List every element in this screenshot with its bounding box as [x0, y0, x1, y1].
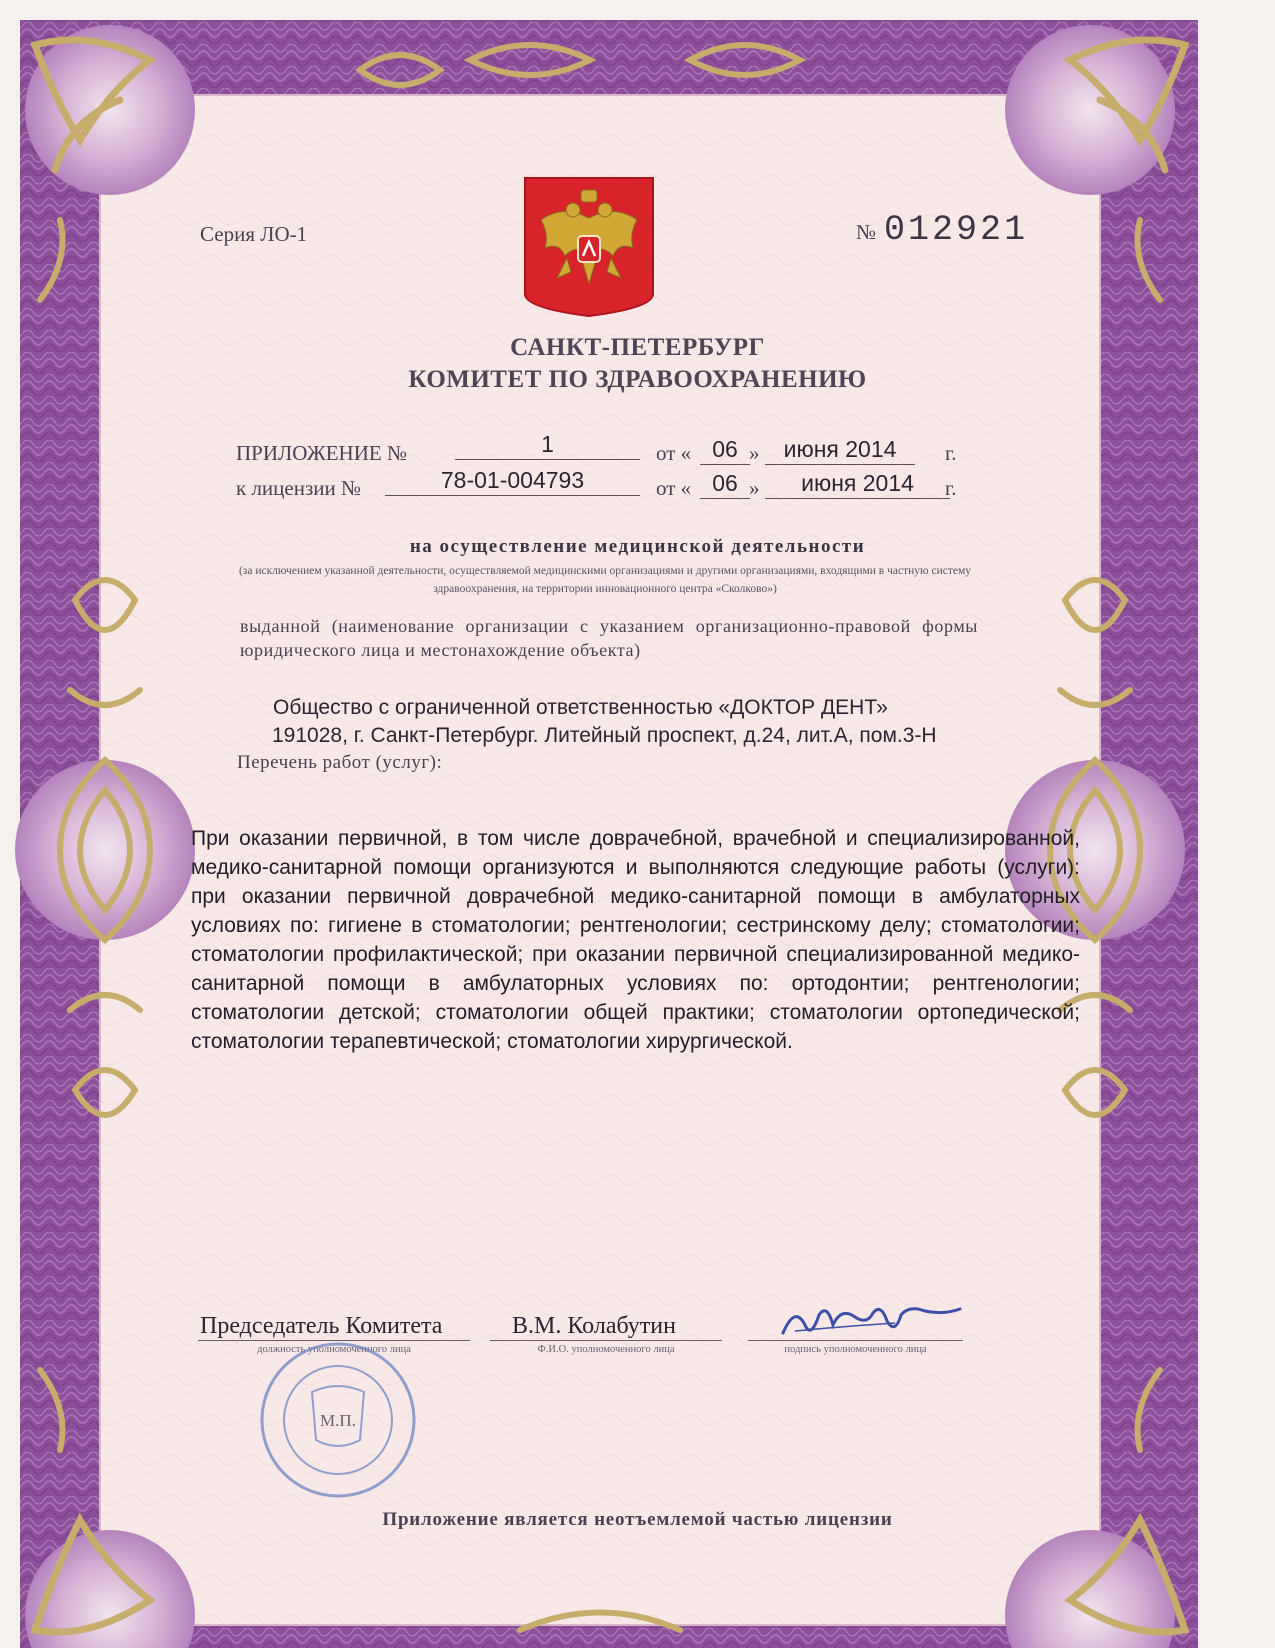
title-committee: КОМИТЕТ ПО ЗДРАВООХРАНЕНИЮ [408, 366, 867, 393]
signatory-name: В.М. Колабутин [512, 1313, 676, 1339]
purpose-note: (за исключением указанной деятельности, осуществляемой медицинскими организациями и другими организациями, входящими в частную систему здравоохранения, на территории инновационного центра «Сколково») [238, 565, 972, 595]
organization-address: 191028, г. Санкт-Петербург. Литейный проспект, д.24, лит.А, пом.3-Н [272, 724, 937, 747]
name-caption: Ф.И.О. уполномоченного лица [537, 1344, 675, 1355]
purpose-title: на осуществление медицинской деятельности [409, 536, 866, 557]
title-city: САНКТ-ПЕТЕРБУРГ [510, 334, 765, 361]
official-seal [228, 1340, 463, 1500]
number-value: 012921 [884, 210, 1029, 250]
signature-caption: подпись уполномоченного лица [784, 1344, 927, 1355]
appendix-label: ПРИЛОЖЕНИЕ № [236, 441, 407, 465]
footer-note: Приложение является неотъемлемой частью лицензии [382, 1509, 893, 1530]
appendix-year-suffix: г. [945, 441, 957, 465]
russian-coat-of-arms-icon [523, 176, 655, 318]
license-day-suffix: » [749, 476, 760, 500]
stamp-mp-text: М.П. [320, 1411, 356, 1430]
license-year-suffix: г. [945, 476, 957, 500]
appendix-day: 06 [700, 434, 750, 465]
appendix-date-prefix: от « [656, 441, 692, 465]
handwritten-signature [775, 1295, 965, 1345]
license-label: к лицензии № [236, 476, 362, 500]
name-underline [490, 1340, 722, 1341]
services-text: При оказании первичной, в том числе доврачебной, врачебной и специализированной, медико-санитарной помощи организуются и выполняются следующие работы (услуги): при оказании первичной доврачебной медико-санитарной помощи в амбулаторных условиях по: гигиене в стоматологии; рентгенологии; сестринскому делу; стоматологии; стоматологии профилактической; при оказании первичной специализированной медико-санитарной помощи в амбулаторных условиях по: ортодонтии; рентгенологии; стоматологии детской; стоматологии общей практики; стоматологии ортопедической; стоматологии терапевтической; стоматологии хирургической. [191, 827, 1080, 1053]
license-number-field: 78-01-004793 [385, 465, 640, 496]
position-caption: должность уполномоченного лица [257, 1344, 411, 1355]
organization-name: Общество с ограниченной ответственностью «ДОКТОР ДЕНТ» [273, 696, 888, 719]
license-date-prefix: от « [656, 476, 692, 500]
signatory-position: Председатель Комитета [200, 1313, 443, 1339]
license-number [856, 210, 1028, 250]
appendix-day-suffix: » [749, 441, 760, 465]
signature-underline [748, 1340, 963, 1341]
number-prefix: № [856, 220, 877, 244]
issued-to-label: выданной (наименование организации с указанием организационно-правовой формы юридического лица и местонахождение объекта) [240, 616, 978, 660]
appendix-month-year: июня 2014 [765, 434, 915, 465]
series-label: Серия ЛО-1 [200, 222, 308, 246]
works-label: Перечень работ (услуг): [237, 752, 443, 773]
license-day: 06 [700, 468, 750, 499]
appendix-number-field: 1 [455, 429, 640, 460]
license-month-year: июня 2014 [765, 468, 950, 499]
